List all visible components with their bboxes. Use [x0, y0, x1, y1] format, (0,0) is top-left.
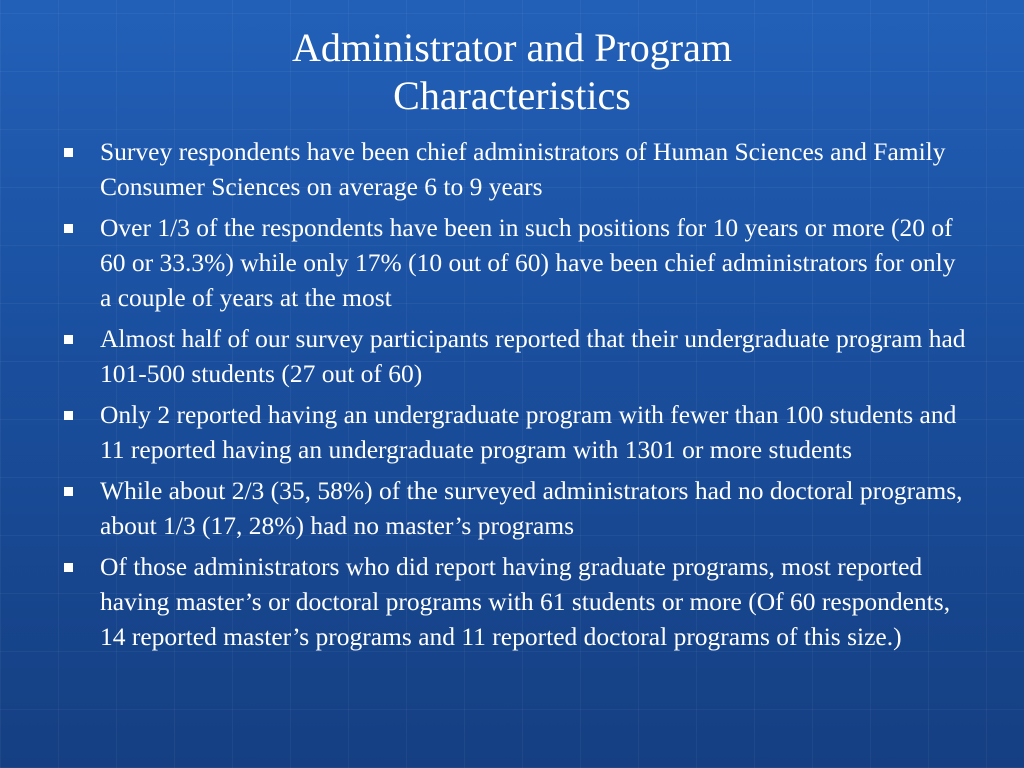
bullet-item — [60, 397, 972, 467]
square-bullet-icon — [64, 335, 73, 344]
bullet-text: Almost half of our survey participants reported that their undergraduate program had 101-500 students (27 out of 60) — [100, 324, 966, 388]
bullet-item — [60, 473, 972, 543]
bullet-item — [60, 134, 972, 204]
slide-title — [0, 24, 1024, 120]
bullet-item — [60, 321, 972, 391]
square-bullet-icon — [64, 411, 73, 420]
bullet-text: Survey respondents have been chief administrators of Human Sciences and Family Consumer Sciences on average 6 to 9 years — [100, 137, 946, 201]
bullet-text: Over 1/3 of the respondents have been in such positions for 10 years or more (20 of 60 or 33.3%) while only 17% (10 out of 60) have been chief administrators for only a couple of years at the most — [100, 213, 956, 312]
square-bullet-icon — [64, 224, 73, 233]
bullet-list — [60, 134, 972, 660]
square-bullet-icon — [64, 563, 73, 572]
bullet-item — [60, 210, 972, 315]
bullet-item — [60, 549, 972, 654]
bullet-text: While about 2/3 (35, 58%) of the surveyed administrators had no doctoral programs, about 1/3 (17, 28%) had no master’s programs — [100, 476, 963, 540]
slide-title-line-2: Characteristics — [393, 73, 631, 118]
bullet-text: Only 2 reported having an undergraduate program with fewer than 100 students and 11 reported having an undergraduate program with 1301 or more students — [100, 400, 957, 464]
slide-title-line-1: Administrator and Program — [292, 25, 732, 70]
bullet-text: Of those administrators who did report having graduate programs, most reported having master’s or doctoral programs with 61 students or more (Of 60 respondents, 14 reported master’s programs and 11 reported doctoral programs of this size.) — [100, 552, 951, 651]
square-bullet-icon — [64, 148, 73, 157]
square-bullet-icon — [64, 487, 73, 496]
